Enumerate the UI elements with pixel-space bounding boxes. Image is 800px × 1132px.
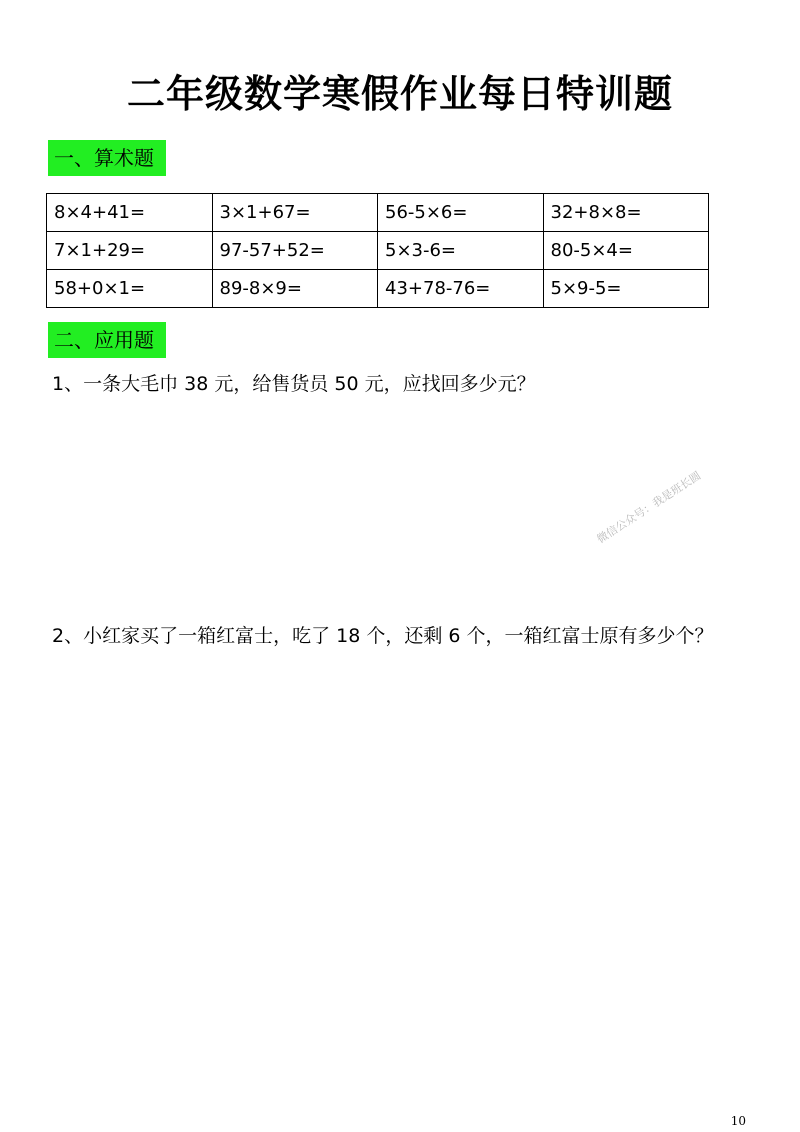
arithmetic-cell: 89-8×9= [212, 270, 378, 308]
page-number: 10 [730, 1114, 746, 1128]
arithmetic-cell: 5×9-5= [543, 270, 709, 308]
page-title: 二年级数学寒假作业每日特训题 [126, 72, 673, 116]
arithmetic-cell: 56-5×6= [378, 194, 544, 232]
arithmetic-cell: 97-57+52= [212, 232, 378, 270]
section-heading-arithmetic: 一、算术题 [48, 140, 166, 176]
section-heading-application: 二、应用题 [48, 322, 166, 358]
arithmetic-cell: 7×1+29= [47, 232, 213, 270]
watermark: 微信公众号：我是班长圆 [594, 469, 704, 546]
arithmetic-cell: 43+78-76= [378, 270, 544, 308]
arithmetic-cell: 8×4+41= [47, 194, 213, 232]
arithmetic-cell: 80-5×4= [543, 232, 709, 270]
word-problem-1: 1、一条大毛巾 38 元，给售货员 50 元，应找回多少元？ [52, 373, 536, 395]
arithmetic-table [46, 193, 709, 308]
word-problem-2: 2、小红家买了一箱红富士，吃了 18 个，还剩 6 个，一箱红富士原有多少个？ [52, 625, 714, 647]
table-row [47, 270, 709, 308]
arithmetic-cell: 58+0×1= [47, 270, 213, 308]
arithmetic-cell: 32+8×8= [543, 194, 709, 232]
table-row [47, 232, 709, 270]
arithmetic-cell: 5×3-6= [378, 232, 544, 270]
table-row [47, 194, 709, 232]
arithmetic-cell: 3×1+67= [212, 194, 378, 232]
